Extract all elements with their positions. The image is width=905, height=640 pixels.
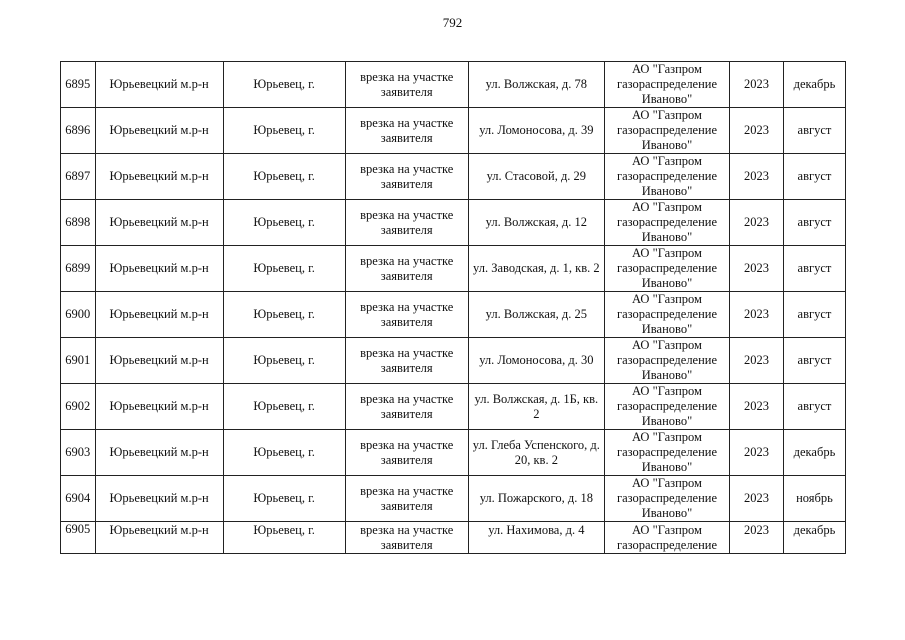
organization-cell: АО "Газпром газораспределение Иваново" — [604, 62, 729, 108]
table-row — [61, 476, 846, 522]
address-cell: ул. Глеба Успенского, д. 20, кв. 2 — [468, 430, 604, 476]
month-cell: август — [783, 292, 845, 338]
year-cell: 2023 — [730, 476, 784, 522]
year-cell: 2023 — [730, 384, 784, 430]
work-type-cell: врезка на участке заявителя — [345, 430, 468, 476]
town-cell: Юрьевец, г. — [223, 200, 345, 246]
month-cell: август — [783, 338, 845, 384]
address-cell: ул. Волжская, д. 78 — [468, 62, 604, 108]
year-cell: 2023 — [730, 522, 784, 554]
town-cell: Юрьевец, г. — [223, 430, 345, 476]
organization-cell: АО "Газпром газораспределение Иваново" — [604, 338, 729, 384]
row-number: 6904 — [61, 476, 96, 522]
table-row — [61, 246, 846, 292]
work-type-cell: врезка на участке заявителя — [345, 108, 468, 154]
work-type-cell: врезка на участке заявителя — [345, 200, 468, 246]
organization-cell: АО "Газпром газораспределение Иваново" — [604, 384, 729, 430]
address-cell: ул. Стасовой, д. 29 — [468, 154, 604, 200]
work-type-cell: врезка на участке заявителя — [345, 338, 468, 384]
district-cell: Юрьевецкий м.р-н — [95, 246, 223, 292]
work-type-cell: врезка на участке заявителя — [345, 476, 468, 522]
town-cell: Юрьевец, г. — [223, 338, 345, 384]
district-cell: Юрьевецкий м.р-н — [95, 292, 223, 338]
month-cell: август — [783, 200, 845, 246]
work-type-cell: врезка на участке заявителя — [345, 246, 468, 292]
table-row — [61, 384, 846, 430]
district-cell: Юрьевецкий м.р-н — [95, 108, 223, 154]
year-cell: 2023 — [730, 292, 784, 338]
town-cell: Юрьевец, г. — [223, 62, 345, 108]
address-cell: ул. Нахимова, д. 4 — [468, 522, 604, 554]
table-body — [61, 62, 846, 554]
year-cell: 2023 — [730, 338, 784, 384]
month-cell: декабрь — [783, 522, 845, 554]
work-type-cell: врезка на участке заявителя — [345, 62, 468, 108]
row-number: 6897 — [61, 154, 96, 200]
town-cell: Юрьевец, г. — [223, 384, 345, 430]
table-row — [61, 430, 846, 476]
organization-cell: АО "Газпром газораспределение Иваново" — [604, 246, 729, 292]
work-type-cell: врезка на участке заявителя — [345, 384, 468, 430]
month-cell: декабрь — [783, 430, 845, 476]
page-number: 792 — [442, 15, 463, 30]
gasification-table — [60, 61, 846, 554]
district-cell: Юрьевецкий м.р-н — [95, 476, 223, 522]
work-type-cell: врезка на участке заявителя — [345, 154, 468, 200]
address-cell: ул. Пожарского, д. 18 — [468, 476, 604, 522]
district-cell: Юрьевецкий м.р-н — [95, 522, 223, 554]
year-cell: 2023 — [730, 246, 784, 292]
district-cell: Юрьевецкий м.р-н — [95, 200, 223, 246]
row-number: 6902 — [61, 384, 96, 430]
table-row — [61, 62, 846, 108]
month-cell: декабрь — [783, 62, 845, 108]
town-cell: Юрьевец, г. — [223, 246, 345, 292]
year-cell: 2023 — [730, 108, 784, 154]
row-number: 6900 — [61, 292, 96, 338]
table-row — [61, 338, 846, 384]
year-cell: 2023 — [730, 430, 784, 476]
row-number: 6895 — [61, 62, 96, 108]
organization-cell: АО "Газпром газораспределение Иваново" — [604, 292, 729, 338]
address-cell: ул. Волжская, д. 12 — [468, 200, 604, 246]
row-number: 6896 — [61, 108, 96, 154]
organization-cell: АО "Газпром газораспределение Иваново" — [604, 154, 729, 200]
town-cell: Юрьевец, г. — [223, 108, 345, 154]
row-number: 6899 — [61, 246, 96, 292]
year-cell: 2023 — [730, 154, 784, 200]
organization-cell: АО "Газпром газораспределение Иваново" — [604, 200, 729, 246]
work-type-cell: врезка на участке заявителя — [345, 292, 468, 338]
table-row — [61, 200, 846, 246]
district-cell: Юрьевецкий м.р-н — [95, 338, 223, 384]
organization-cell: АО "Газпром газораспределение Иваново" — [604, 476, 729, 522]
table-row — [61, 108, 846, 154]
month-cell: ноябрь — [783, 476, 845, 522]
town-cell: Юрьевец, г. — [223, 522, 345, 554]
address-cell: ул. Ломоносова, д. 30 — [468, 338, 604, 384]
district-cell: Юрьевецкий м.р-н — [95, 430, 223, 476]
organization-cell: АО "Газпром газораспределение Иваново" — [604, 108, 729, 154]
row-number: 6901 — [61, 338, 96, 384]
month-cell: август — [783, 384, 845, 430]
month-cell: август — [783, 108, 845, 154]
address-cell: ул. Ломоносова, д. 39 — [468, 108, 604, 154]
organization-cell: АО "Газпром газораспределение Иваново" — [604, 430, 729, 476]
year-cell: 2023 — [730, 200, 784, 246]
row-number: 6898 — [61, 200, 96, 246]
address-cell: ул. Заводская, д. 1, кв. 2 — [468, 246, 604, 292]
town-cell: Юрьевец, г. — [223, 292, 345, 338]
year-cell: 2023 — [730, 62, 784, 108]
table-row — [61, 292, 846, 338]
table-row — [61, 154, 846, 200]
row-number: 6903 — [61, 430, 96, 476]
table-row — [61, 522, 846, 554]
row-number: 6905 — [61, 522, 96, 554]
town-cell: Юрьевец, г. — [223, 154, 345, 200]
address-cell: ул. Волжская, д. 25 — [468, 292, 604, 338]
town-cell: Юрьевец, г. — [223, 476, 345, 522]
district-cell: Юрьевецкий м.р-н — [95, 384, 223, 430]
work-type-cell: врезка на участке заявителя — [345, 522, 468, 554]
district-cell: Юрьевецкий м.р-н — [95, 62, 223, 108]
month-cell: август — [783, 154, 845, 200]
address-cell: ул. Волжская, д. 1Б, кв. 2 — [468, 384, 604, 430]
district-cell: Юрьевецкий м.р-н — [95, 154, 223, 200]
organization-cell: АО "Газпром газораспределение — [604, 522, 729, 554]
month-cell: август — [783, 246, 845, 292]
